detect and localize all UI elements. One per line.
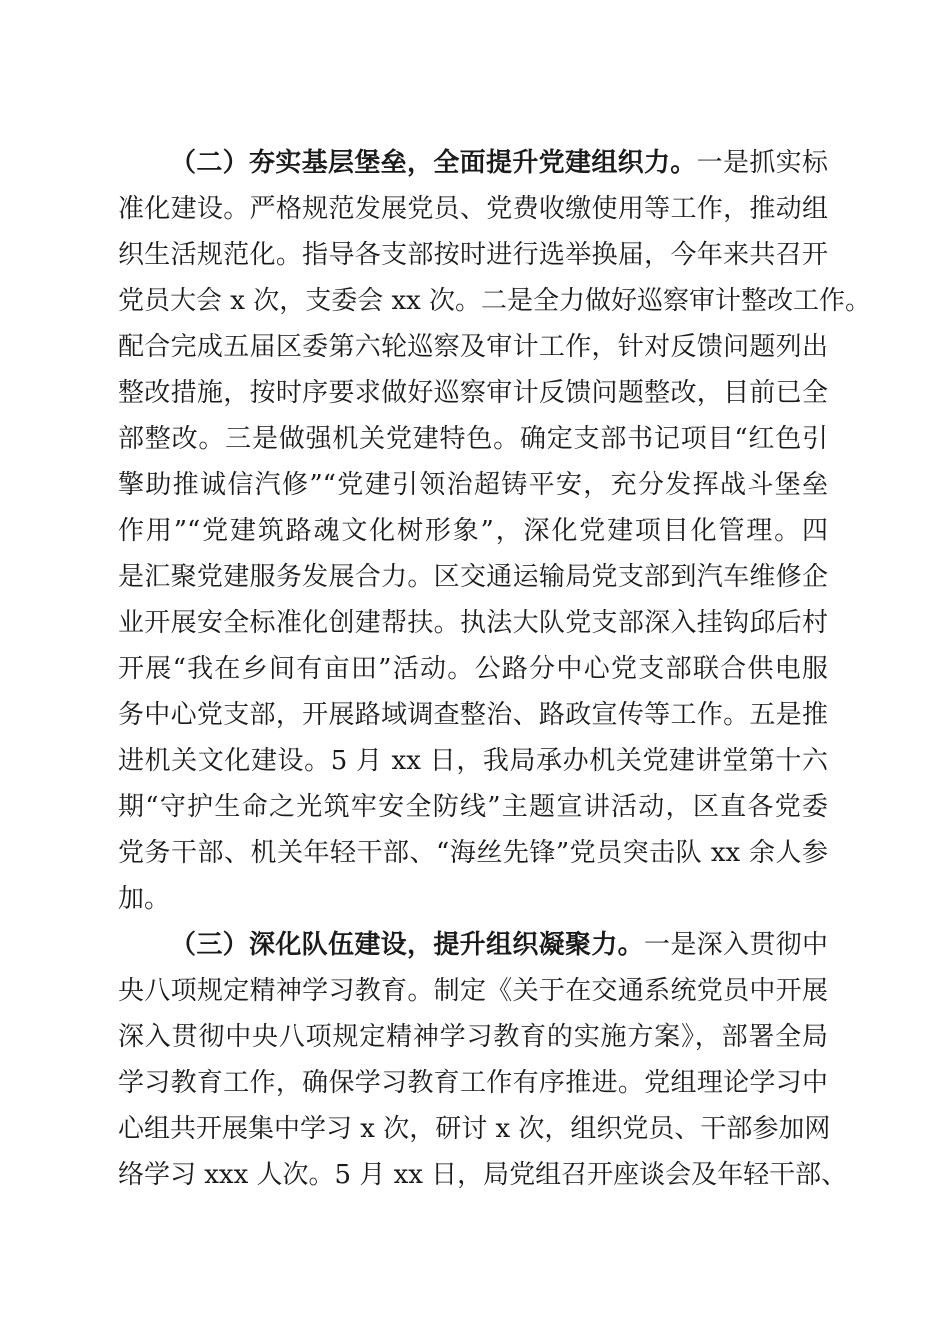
text-run: 一是抓实标 [696, 148, 828, 178]
text-line: 络学习 xxx 人次。5 月 xx 日，局党组召开座谈会及年轻干部、 [118, 1160, 848, 1190]
text-line: 加。 [118, 884, 171, 914]
text-line: 作用”“党建筑路魂文化树形象”，深化党建项目化管理。四 [118, 516, 828, 546]
paragraph-first-line [170, 143, 828, 183]
text-line: 学习教育工作，确保学习教育工作有序推进。党组理论学习中 [118, 1068, 828, 1098]
text-line: 期“守护生命之光筑牢安全防线”主题宣讲活动，区直各党委 [118, 792, 828, 822]
text-line: 业开展安全标准化创建帮扶。执法大队党支部深入挂钩邱后村 [118, 608, 828, 638]
text-line: 务中心党支部，开展路域调查整治、路政宣传等工作。五是推 [118, 700, 828, 730]
text-line: 整改措施，按时序要求做好巡察审计反馈问题整改，目前已全 [118, 378, 828, 408]
text-line: 织生活规范化。指导各支部按时进行选举换届，今年来共召开 [118, 240, 828, 270]
text-line: 部整改。三是做强机关党建特色。确定支部书记项目“红色引 [118, 424, 828, 454]
text-line: 党员大会 x 次，支委会 xx 次。二是全力做好巡察审计整改工作。 [118, 286, 872, 316]
section-heading: （二）夯实基层堡垒，全面提升党建组织力。 [170, 148, 697, 178]
text-line: 擎助推诚信汽修”“党建引领治超铸平安，充分发挥战斗堡垒 [118, 470, 828, 500]
text-run: 一是深入贯彻中 [643, 930, 828, 960]
text-line: 深入贯彻中央八项规定精神学习教育的实施方案》，部署全局 [118, 1022, 828, 1052]
text-line: 开展“我在乡间有亩田”活动。公路分中心党支部联合供电服 [118, 654, 828, 684]
text-line: 准化建设。严格规范发展党员、党费收缴使用等工作，推动组 [118, 194, 828, 224]
text-line: 党务干部、机关年轻干部、“海丝先锋”党员突击队 xx 余人参 [118, 838, 828, 868]
text-line: 是汇聚党建服务发展合力。区交通运输局党支部到汽车维修企 [118, 562, 828, 592]
section-heading: （三）深化队伍建设，提升组织凝聚力。 [170, 930, 644, 960]
text-line: 配合完成五届区委第六轮巡察及审计工作，针对反馈问题列出 [118, 332, 828, 362]
text-line: 央八项规定精神学习教育。制定《关于在交通系统党员中开展 [118, 976, 828, 1006]
text-line: 心组共开展集中学习 x 次，研讨 x 次，组织党员、干部参加网 [118, 1114, 831, 1144]
text-line: 进机关文化建设。5 月 xx 日，我局承办机关党建讲堂第十六 [118, 746, 828, 776]
paragraph-first-line [170, 925, 828, 965]
